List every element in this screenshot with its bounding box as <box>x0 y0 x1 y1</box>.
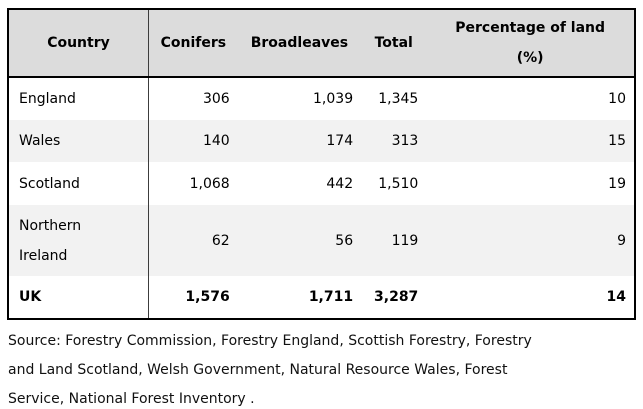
country-label: Wales <box>19 133 61 149</box>
country-label: Northern Ireland <box>19 217 82 264</box>
country-cell <box>8 162 148 205</box>
broadleaves-cell: 174 <box>326 133 354 149</box>
total-cell: 313 <box>391 133 419 149</box>
row-england <box>8 77 635 120</box>
source-line: and Land Scotland, Welsh Government, Natural Resource Wales, Forest <box>8 362 508 378</box>
row-uk-total <box>8 276 635 319</box>
total-cell: 1,345 <box>378 91 419 107</box>
forest-area-table <box>7 8 636 320</box>
country-cell <box>8 120 148 162</box>
broadleaves-cell: 56 <box>335 232 354 249</box>
percentage-cell: 14 <box>606 289 626 305</box>
col-header-country: Country <box>8 9 148 77</box>
col-header-percentage-line1: Percentage of land <box>455 20 606 36</box>
broadleaves-cell: 442 <box>326 175 354 192</box>
conifers-cell: 140 <box>202 133 230 149</box>
percentage-cell: 19 <box>608 175 626 192</box>
total-cell: 3,287 <box>374 289 419 305</box>
conifers-cell: 62 <box>211 232 230 249</box>
source-line: Source: Forestry Commission, Forestry England, Scottish Forestry, Forestry <box>8 333 532 349</box>
total-cell: 119 <box>391 232 419 249</box>
percentage-cell: 9 <box>617 232 626 249</box>
col-header-conifers: Conifers <box>148 9 237 77</box>
header-row <box>8 9 635 77</box>
country-cell <box>8 77 148 120</box>
col-header-total: Total <box>361 9 426 77</box>
row-northern-ireland <box>8 205 635 276</box>
total-cell: 1,510 <box>378 175 419 192</box>
broadleaves-cell: 1,039 <box>313 91 354 107</box>
conifers-cell: 1,068 <box>189 175 230 192</box>
country-cell <box>8 205 148 276</box>
source-note <box>8 327 640 409</box>
source-line: Service, National Forest Inventory . <box>8 391 255 407</box>
broadleaves-cell: 1,711 <box>308 289 354 305</box>
col-header-percentage-line2: (%) <box>516 50 544 66</box>
country-label: England <box>19 91 76 107</box>
country-label: Scotland <box>19 175 80 192</box>
col-header-broadleaves: Broadleaves <box>238 9 361 77</box>
conifers-cell: 306 <box>202 91 230 107</box>
conifers-cell: 1,576 <box>185 289 230 305</box>
country-label: UK <box>19 289 42 305</box>
percentage-cell: 10 <box>608 91 626 107</box>
col-header-percentage <box>426 9 635 77</box>
country-cell <box>8 276 148 319</box>
row-wales <box>8 120 635 162</box>
row-scotland <box>8 162 635 205</box>
percentage-cell: 15 <box>608 133 626 149</box>
